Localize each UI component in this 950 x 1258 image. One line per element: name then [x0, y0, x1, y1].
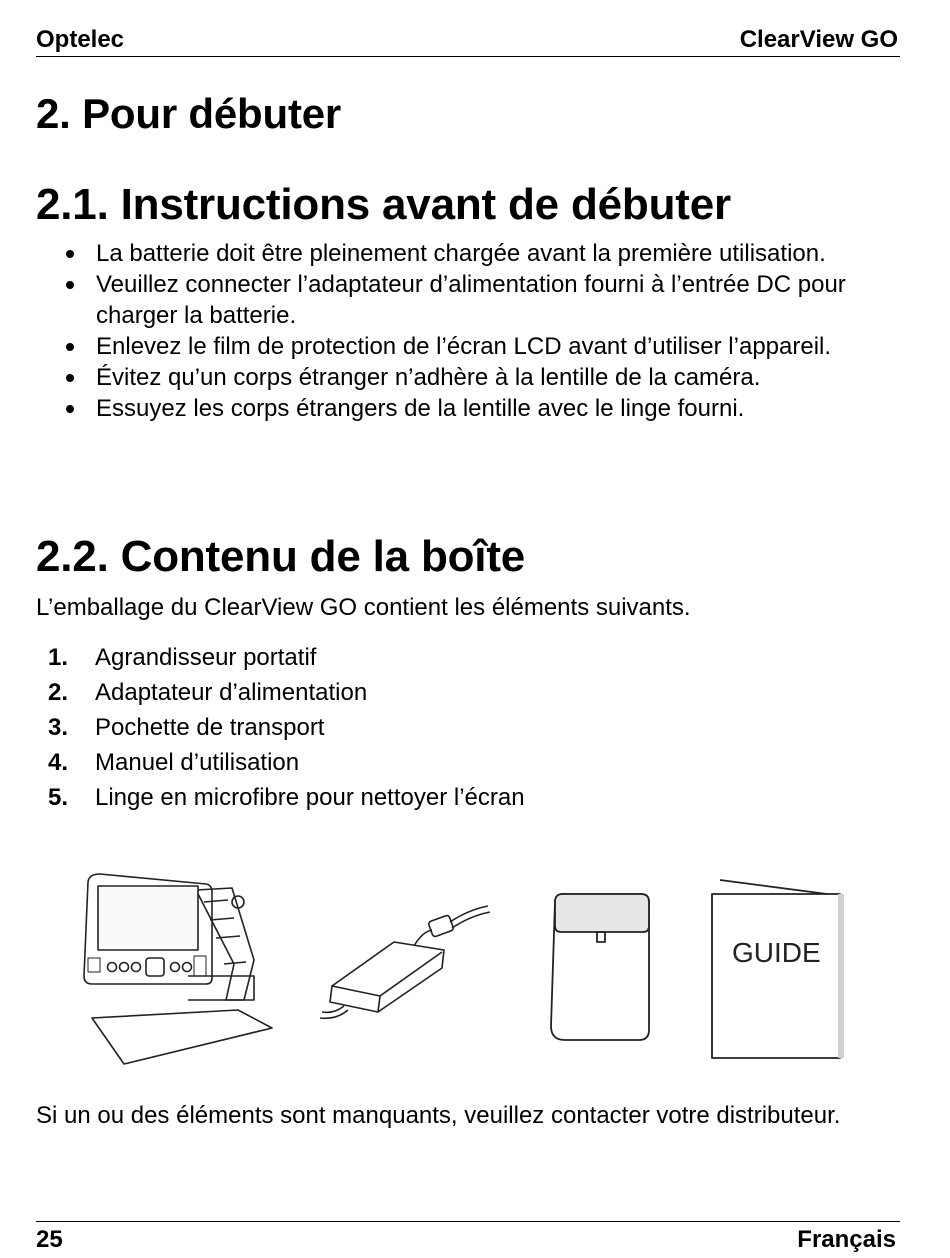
bullet-icon: [66, 250, 74, 258]
item-number: 2.: [48, 679, 69, 706]
chapter-title: 2. Pour débuter: [36, 90, 342, 137]
running-header: [36, 26, 900, 57]
item-number: 5.: [48, 784, 69, 811]
list-item-text: La batterie doit être pleinement chargée avant la première utilisation.: [96, 240, 826, 267]
list-item: [48, 748, 525, 783]
box-contents-illustration: [60, 860, 880, 1080]
item-number: 4.: [48, 749, 69, 776]
item-label: Agrandisseur portatif: [95, 644, 317, 671]
list-item: [48, 643, 525, 678]
item-label: Pochette de transport: [95, 714, 325, 741]
list-item-text: Essuyez les corps étrangers de la lentille avec le linge fourni.: [96, 395, 745, 422]
instructions-list: [36, 238, 896, 424]
missing-items-note: Si un ou des éléments sont manquants, veuillez contacter votre distributeur.: [36, 1102, 841, 1129]
item-number: 1.: [48, 644, 69, 671]
guide-label: GUIDE: [732, 937, 821, 968]
list-item-text: Évitez qu’un corps étranger n’adhère à la lentille de la caméra.: [96, 364, 761, 391]
footer-language: Français: [797, 1226, 896, 1253]
list-item: [36, 238, 896, 269]
list-item: [36, 331, 896, 362]
running-footer: [36, 1221, 900, 1258]
item-label: Manuel d’utilisation: [95, 749, 300, 776]
page-number: 25: [36, 1226, 63, 1253]
section-title-box-contents: 2.2. Contenu de la boîte: [36, 532, 526, 581]
header-brand: Optelec: [36, 26, 125, 53]
bullet-icon: [66, 374, 74, 382]
bullet-icon: [66, 343, 74, 351]
list-item: [48, 783, 525, 818]
bullet-icon: [66, 405, 74, 413]
carrying-pouch-icon: [545, 890, 655, 1046]
item-number: 3.: [48, 714, 69, 741]
user-manual-icon: [708, 874, 848, 1064]
bullet-icon: [66, 281, 74, 289]
list-item-text: Veuillez connecter l’adaptateur d’alimentation fourni à l’entrée DC pour charger la batterie.: [96, 271, 846, 329]
list-item: [48, 678, 525, 713]
item-label: Linge en microfibre pour nettoyer l’écran: [95, 784, 525, 811]
item-label: Adaptateur d’alimentation: [95, 679, 368, 706]
section-title-instructions: 2.1. Instructions avant de débuter: [36, 180, 731, 229]
magnifier-device-icon: [78, 868, 278, 1068]
list-item-text: Enlevez le film de protection de l’écran LCD avant d’utiliser l’appareil.: [96, 333, 832, 360]
list-item: [36, 393, 896, 424]
box-contents-list: [48, 643, 525, 818]
list-item: [36, 362, 896, 393]
power-adapter-icon: [318, 902, 498, 1032]
box-contents-intro: L’emballage du ClearView GO contient les éléments suivants.: [36, 594, 691, 621]
header-product: ClearView GO: [739, 26, 898, 53]
list-item: [48, 713, 525, 748]
list-item: [36, 269, 896, 331]
